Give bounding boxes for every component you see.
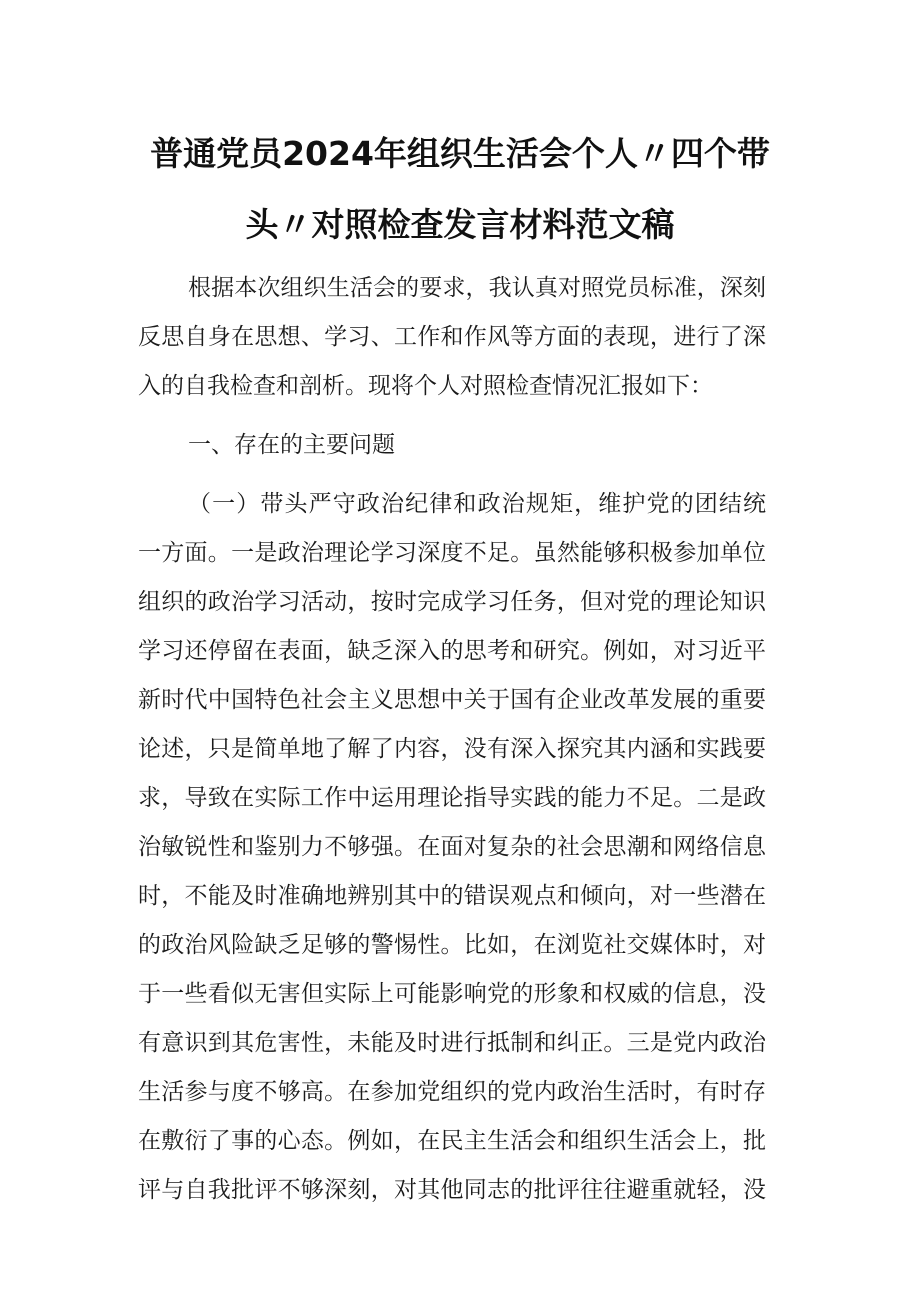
paragraph-line: 有意识到其危害性，未能及时进行抵制和纠正。三是党内政治	[138, 1030, 766, 1056]
paragraph-line: 新时代中国特色社会主义思想中关于国有企业改革发展的重要	[138, 687, 766, 713]
paragraph-line: 的政治风险缺乏足够的警惕性。比如，在浏览社交媒体时，对	[138, 932, 766, 958]
paragraph-line: 时，不能及时准确地辨别其中的错误观点和倾向，对一些潜在	[138, 883, 766, 909]
paragraph-line: 学习还停留在表面，缺乏深入的思考和研究。例如，对习近平	[138, 638, 766, 664]
document-title-line-2: 头〃对照检查发言材料范文稿	[245, 205, 675, 244]
intro-line: 入的自我检查和剖析。现将个人对照检查情况汇报如下：	[138, 373, 713, 399]
paragraph-line: 于一些看似无害但实际上可能影响党的形象和权威的信息，没	[138, 981, 766, 1007]
document-title-line-1: 普通党员2024年组织生活会个人〃四个带	[150, 134, 770, 173]
paragraph-line: 生活参与度不够高。在参加党组织的党内政治生活时，有时存	[138, 1079, 766, 1105]
intro-line: 根据本次组织生活会的要求，我认真对照党员标准，深刻	[188, 275, 766, 301]
paragraph-line: （一）带头严守政治纪律和政治规矩，维护党的团结统	[188, 491, 766, 517]
paragraph-line: 治敏锐性和鉴别力不够强。在面对复杂的社会思潮和网络信息	[138, 834, 766, 860]
paragraph-line: 一方面。一是政治理论学习深度不足。虽然能够积极参加单位	[138, 540, 766, 566]
paragraph-line: 在敷衍了事的心态。例如，在民主生活会和组织生活会上，批	[138, 1128, 766, 1154]
paragraph-line: 论述，只是简单地了解了内容，没有深入探究其内涵和实践要	[138, 736, 766, 762]
section-heading: 一、存在的主要问题	[188, 432, 395, 458]
paragraph-line: 组织的政治学习活动，按时完成学习任务，但对党的理论知识	[138, 589, 766, 615]
paragraph-line: 求，导致在实际工作中运用理论指导实践的能力不足。二是政	[138, 785, 766, 811]
intro-line: 反思自身在思想、学习、工作和作风等方面的表现，进行了深	[138, 324, 766, 350]
paragraph-line: 评与自我批评不够深刻，对其他同志的批评往往避重就轻，没	[138, 1177, 766, 1203]
